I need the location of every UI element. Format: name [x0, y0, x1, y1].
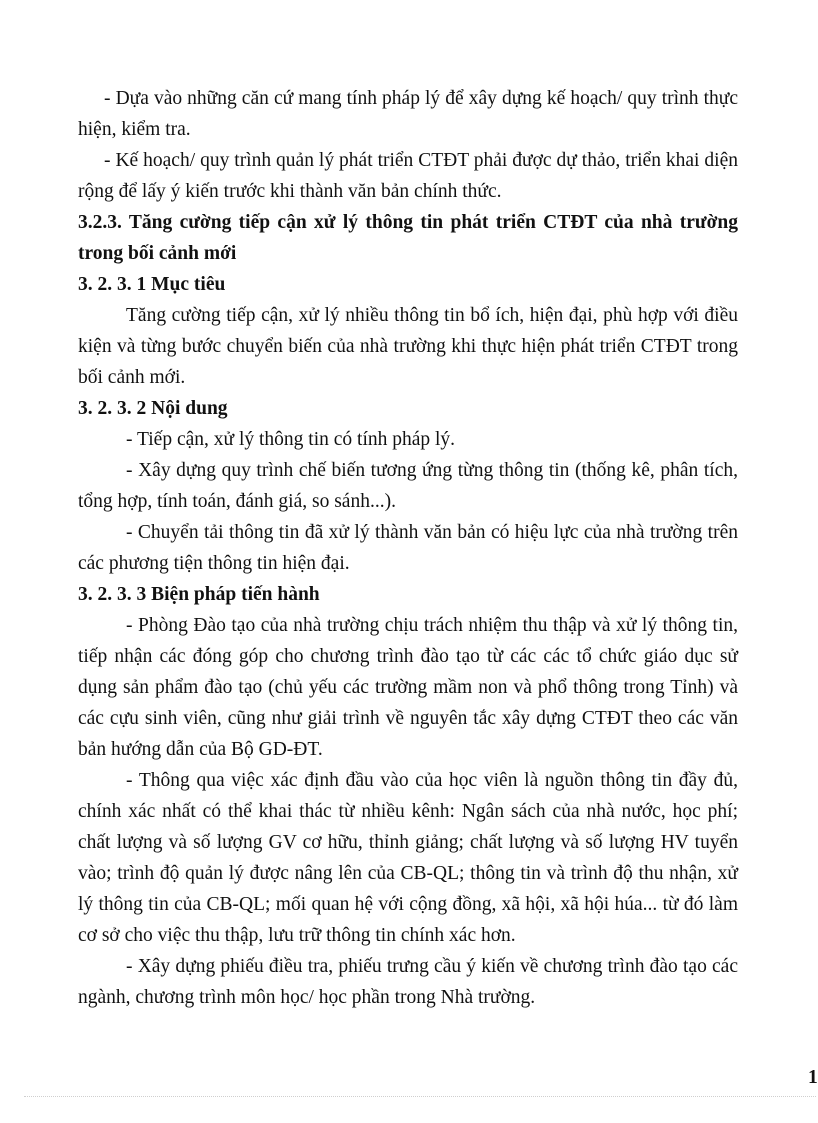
subsection-heading-measures: 3. 2. 3. 3 Biện pháp tiến hành [78, 584, 320, 605]
list-item: - Xây dựng phiếu điều tra, phiếu trưng cầu ý kiến về chương trình đào tạo các ngành, chương trình môn học/ học phần trong Nhà trường. [78, 956, 738, 1008]
page-divider [24, 1096, 816, 1097]
subsection-heading-objective: 3. 2. 3. 1 Mục tiêu [78, 274, 226, 295]
body-paragraph: Tăng cường tiếp cận, xử lý nhiều thông tin bổ ích, hiện đại, phù hợp với điều kiện và từng bước chuyển biến của nhà trường khi thực hiện phát triển CTĐT trong bối cảnh mới. [78, 305, 738, 388]
page-number: 1 [808, 1067, 818, 1088]
list-item: - Xây dựng quy trình chế biến tương ứng từng thông tin (thống kê, phân tích, tổng hợp, tính toán, đánh giá, so sánh...). [78, 460, 738, 512]
body-paragraph: - Dựa vào những căn cứ mang tính pháp lý để xây dựng kế hoạch/ quy trình thực hiện, kiểm tra. [78, 88, 738, 140]
list-item: - Tiếp cận, xử lý thông tin có tính pháp lý. [126, 429, 456, 450]
document-page [78, 83, 738, 1013]
list-item: - Thông qua việc xác định đầu vào của học viên là nguồn thông tin đầy đủ, chính xác nhất có thể khai thác từ nhiều kênh: Ngân sách của nhà nước, học phí; chất lượng và số lượng GV cơ hữu, thỉnh giảng; chất lượng và số lượng HV tuyển vào; trình độ quản lý được nâng lên của CB-QL; thông tin và trình độ thu nhận, xử lý thông tin của CB-QL; mối quan hệ với cộng đồng, xã hội, xã hội húa... từ đó làm cơ sở cho việc thu thập, lưu trữ thông tin chính xác hơn. [78, 770, 738, 946]
subsection-heading-content: 3. 2. 3. 2 Nội dung [78, 398, 228, 419]
list-item: - Phòng Đào tạo của nhà trường chịu trách nhiệm thu thập và xử lý thông tin, tiếp nhận các đóng góp cho chương trình đào tạo từ các các tổ chức giáo dục sử dụng sản phẩm đào tạo (chủ yếu các trường mầm non và phổ thông trong Tỉnh) và các cựu sinh viên, cũng như giải trình về nguyên tắc xây dựng CTĐT theo các văn bản hướng dẫn của Bộ GD-ĐT. [78, 615, 738, 760]
list-item: - Chuyển tải thông tin đã xử lý thành văn bản có hiệu lực của nhà trường trên các phương tiện thông tin hiện đại. [78, 522, 738, 574]
section-heading: 3.2.3. Tăng cường tiếp cận xử lý thông tin phát triển CTĐT của nhà trường trong bối cảnh mới [78, 212, 738, 264]
body-paragraph: - Kế hoạch/ quy trình quản lý phát triển CTĐT phải được dự thảo, triển khai diện rộng để lấy ý kiến trước khi thành văn bản chính thức. [78, 150, 738, 202]
